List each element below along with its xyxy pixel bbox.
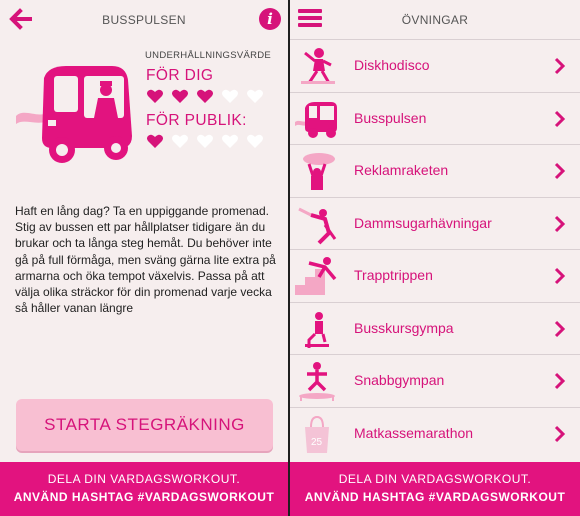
exercise-row-reklamraketen[interactable]: [290, 144, 580, 197]
bus-icon: [295, 98, 339, 140]
vacuum-icon: [295, 203, 339, 245]
exercise-row-snabbgympan[interactable]: [290, 354, 580, 407]
exercise-label: Trapptrippen: [354, 267, 433, 283]
chevron-right-icon: [554, 215, 566, 233]
chevron-right-icon: [554, 372, 566, 390]
footer-line-1: DELA DIN VARDAGSWORKOUT.: [338, 472, 532, 486]
exercise-row-dammsugarhavningar[interactable]: [290, 197, 580, 250]
entertainment-value-label: UNDERHÅLLNINGSVÄRDE: [145, 50, 272, 61]
start-step-count-button[interactable]: STARTA STEGRÄKNING: [16, 399, 273, 451]
exercise-detail-screen: [0, 0, 288, 516]
for-audience-rating: [146, 133, 271, 151]
trampoline-icon: [295, 360, 339, 402]
exercise-row-busspulsen[interactable]: [290, 92, 580, 145]
exercise-label: Snabbgympan: [354, 372, 445, 388]
top-bar: [290, 0, 580, 38]
exercise-label: Busspulsen: [354, 109, 427, 126]
exercise-label: Dammsugarhävningar: [354, 214, 492, 231]
hashtag-footer[interactable]: [290, 462, 580, 516]
info-icon[interactable]: i: [259, 8, 281, 30]
hashtag-footer[interactable]: [0, 462, 288, 516]
exercise-description: Haft en lång dag? Ta en uppiggande promenad. Stig av bussen ett par hållplatser tidigare än du brukar och ta långa steg hemåt. Du behöver inte gå på full förmåga, men sväng gärna lite extra på armarna och öka tempot växelvis. Passa på att välja olika sträckor för din promenad varje vecka så håller vanan längre: [15, 204, 276, 316]
empty-heart-icon: [246, 133, 264, 149]
filled-heart-icon: [146, 133, 164, 149]
exercise-row-busskursgympa[interactable]: [290, 302, 580, 355]
shopping-bag-icon: [295, 413, 339, 455]
empty-heart-icon: [196, 133, 214, 149]
exercise-label: Matkassemarathon: [354, 424, 474, 441]
exercise-row-trapptrippen[interactable]: [290, 249, 580, 302]
exercise-row-matkassemarathon[interactable]: [290, 407, 580, 460]
bus-illustration-icon: [14, 58, 144, 168]
footer-line-1: DELA DIN VARDAGSWORKOUT.: [47, 472, 241, 486]
svg-text:25: 25: [311, 436, 323, 448]
chevron-right-icon: [554, 162, 566, 180]
screen-title: BUSSPULSEN: [102, 13, 186, 27]
exercise-label: Busskursgympa: [354, 319, 454, 336]
filled-heart-icon: [171, 88, 189, 104]
footer-line-2: ANVÄND HASHTAG #VARDAGSWORKOUT: [304, 490, 566, 504]
empty-heart-icon: [171, 133, 189, 149]
top-bar: [0, 0, 288, 38]
empty-heart-icon: [246, 88, 264, 104]
footer-line-2: ANVÄND HASHTAG #VARDAGSWORKOUT: [13, 490, 275, 504]
chevron-right-icon: [554, 267, 566, 285]
exercise-list: [290, 39, 580, 459]
chevron-right-icon: [554, 110, 566, 128]
chevron-right-icon: [554, 320, 566, 338]
exercise-label: Reklamraketen: [354, 162, 449, 178]
chevron-right-icon: [554, 425, 566, 443]
for-you-rating: [146, 88, 271, 106]
exercise-list-screen: [290, 0, 580, 516]
bus-seat-icon: [295, 308, 339, 350]
disco-dancer-icon: [295, 45, 339, 87]
billboard-icon: [295, 150, 339, 192]
exercise-row-diskhodisco[interactable]: [290, 39, 580, 92]
empty-heart-icon: [221, 88, 239, 104]
chevron-right-icon: [554, 57, 566, 75]
for-audience-label: FÖR PUBLIK:: [146, 112, 247, 129]
empty-heart-icon: [221, 133, 239, 149]
filled-heart-icon: [146, 88, 164, 104]
screen-title: ÖVNINGAR: [401, 13, 469, 27]
exercise-label: Diskhodisco: [354, 57, 430, 73]
for-you-label: FÖR DIG: [146, 67, 214, 84]
stairs-icon: [295, 255, 339, 297]
filled-heart-icon: [196, 88, 214, 104]
